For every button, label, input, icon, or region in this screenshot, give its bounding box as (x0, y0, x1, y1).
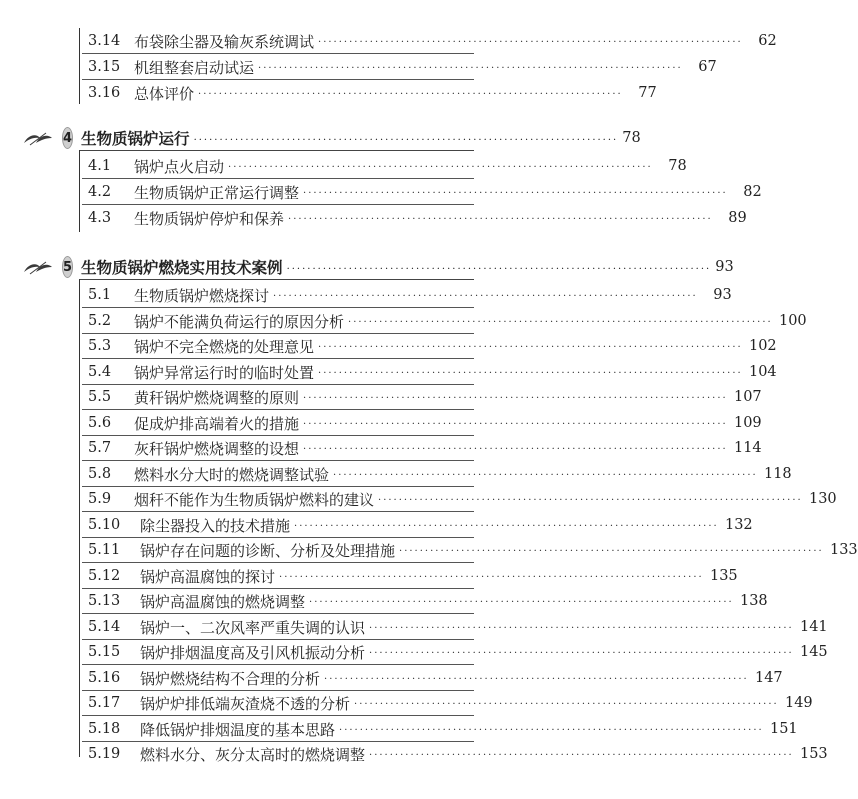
entry-title: 生物质锅炉燃烧探讨 (134, 286, 270, 305)
entry-title: 锅炉不完全燃烧的处理意见 (134, 337, 315, 356)
entry-divider (82, 79, 474, 80)
leader-dots: ·················································································· (286, 263, 712, 275)
entry-divider (82, 613, 474, 614)
entry-number: 5.4 (88, 364, 112, 380)
leader-dots: ·················································································· (303, 393, 728, 404)
leaf-ornament-icon (22, 129, 54, 147)
entry-page: 147 (754, 670, 783, 686)
entry-divider (82, 715, 474, 716)
entry-number: 5.2 (88, 313, 112, 329)
toc-entry-5-10[interactable] (82, 513, 753, 537)
entry-number: 5.6 (88, 415, 112, 431)
leader-dots: ·················································································· (273, 291, 698, 302)
leader-dots: ·················································································· (193, 134, 619, 146)
entry-page: 77 (638, 85, 657, 101)
entry-number: 5.10 (88, 517, 121, 533)
entry-divider (82, 511, 474, 512)
toc-entry-3-14[interactable] (82, 29, 777, 53)
chapter-divider (79, 279, 474, 280)
toc-entry-5-8[interactable] (82, 462, 792, 486)
entry-number: 5.13 (88, 593, 121, 609)
entry-number: 5.7 (88, 440, 112, 456)
leaf-ornament-icon (22, 258, 54, 276)
leader-dots: ·················································································· (303, 444, 728, 455)
entry-title: 黄秆锅炉燃烧调整的原则 (134, 388, 300, 407)
entry-number: 5.1 (88, 287, 112, 303)
entry-title: 锅炉不能满负荷运行的原因分析 (134, 312, 345, 331)
entry-divider (82, 307, 474, 308)
entry-divider (82, 562, 474, 563)
leader-dots: ·················································································· (279, 572, 704, 583)
toc-entry-5-14[interactable] (82, 615, 828, 639)
section-vertical-rule (79, 150, 80, 232)
entry-page: 138 (739, 593, 768, 609)
leader-dots: ·················································································· (378, 495, 803, 506)
entry-page: 149 (784, 695, 813, 711)
entry-title: 锅炉点火启动 (134, 157, 225, 176)
toc-entry-3-15[interactable] (82, 55, 717, 79)
entry-title: 除尘器投入的技术措施 (140, 516, 291, 535)
toc-entry-3-16[interactable] (82, 81, 657, 105)
toc-entry-5-11[interactable] (82, 538, 858, 562)
entry-title: 锅炉存在问题的诊断、分析及处理措施 (140, 541, 396, 560)
entry-page: 102 (748, 338, 777, 354)
leader-dots: ·················································································· (369, 623, 794, 634)
toc-entry-5-1[interactable] (82, 283, 732, 307)
leader-dots: ·················································································· (354, 699, 779, 710)
entry-title: 锅炉炉排低端灰渣烧不透的分析 (140, 694, 351, 713)
entry-title: 生物质锅炉正常运行调整 (134, 183, 300, 202)
entry-number: 4.2 (88, 184, 112, 200)
entry-page: 135 (709, 568, 738, 584)
chapter-page: 93 (715, 259, 734, 275)
entry-title: 机组整套启动试运 (134, 58, 255, 77)
entry-divider (82, 460, 474, 461)
toc-entry-5-12[interactable] (82, 564, 738, 588)
entry-title: 生物质锅炉停炉和保养 (134, 209, 285, 228)
leader-dots: ·················································································· (369, 648, 794, 659)
entry-title: 锅炉高温腐蚀的燃烧调整 (140, 592, 306, 611)
entry-number: 4.1 (88, 158, 112, 174)
entry-page: 118 (763, 466, 792, 482)
leader-dots: ·················································································· (303, 188, 728, 199)
toc-entry-5-7[interactable] (82, 436, 762, 460)
toc-entry-4-3[interactable] (82, 206, 747, 230)
entry-number: 5.3 (88, 338, 112, 354)
entry-number: 5.9 (88, 491, 112, 507)
entry-divider (82, 664, 474, 665)
chapter-5-heading[interactable] (22, 252, 734, 282)
entry-title: 促成炉排高端着火的措施 (134, 414, 300, 433)
toc-entry-5-3[interactable] (82, 334, 777, 358)
leader-dots: ·················································································· (324, 674, 749, 685)
chapter-page: 78 (622, 130, 641, 146)
entry-title: 燃料水分、灰分太高时的燃烧调整 (140, 745, 366, 764)
chapter-number-badge: 5 (62, 256, 73, 278)
entry-number: 5.17 (88, 695, 121, 711)
toc-entry-5-15[interactable] (82, 640, 828, 664)
entry-title: 总体评价 (134, 84, 195, 103)
toc-entry-5-4[interactable] (82, 360, 777, 384)
leader-dots: ·················································································· (339, 725, 764, 736)
entry-number: 5.16 (88, 670, 121, 686)
entry-page: 104 (748, 364, 777, 380)
entry-title: 布袋除尘器及输灰系统调试 (134, 32, 315, 51)
entry-title: 锅炉一、二次风率严重失调的认识 (140, 618, 366, 637)
entry-page: 151 (769, 721, 798, 737)
entry-divider (82, 204, 474, 205)
leader-dots: ·················································································· (228, 162, 653, 173)
entry-number: 5.19 (88, 746, 121, 762)
entry-title: 锅炉高温腐蚀的探讨 (140, 567, 276, 586)
entry-page: 109 (733, 415, 762, 431)
entry-divider (82, 178, 474, 179)
entry-page: 107 (733, 389, 762, 405)
entry-page: 89 (728, 210, 747, 226)
leader-dots: ·················································································· (198, 89, 623, 100)
leader-dots: ·················································································· (318, 342, 743, 353)
leader-dots: ·················································································· (348, 317, 773, 328)
leader-dots: ·················································································· (318, 37, 743, 48)
entry-page: 114 (733, 440, 762, 456)
toc-entry-5-18[interactable] (82, 717, 798, 741)
entry-number: 3.15 (88, 59, 121, 75)
entry-number: 4.3 (88, 210, 112, 226)
entry-number: 5.14 (88, 619, 121, 635)
entry-divider (82, 53, 474, 54)
toc-entry-5-13[interactable] (82, 589, 768, 613)
chapter-title: 生物质锅炉运行 (81, 130, 190, 148)
leader-dots: ·················································································· (333, 470, 758, 481)
toc-entry-5-2[interactable] (82, 309, 807, 333)
toc-entry-5-19[interactable] (82, 742, 828, 766)
entry-page: 100 (778, 313, 807, 329)
entry-divider (82, 358, 474, 359)
entry-number: 3.14 (88, 33, 121, 49)
entry-page: 153 (799, 746, 828, 762)
entry-title: 锅炉排烟温度高及引风机振动分析 (140, 643, 366, 662)
chapter-divider (79, 150, 474, 151)
chapter-number-badge: 4 (62, 127, 73, 149)
entry-page: 145 (799, 644, 828, 660)
entry-page: 132 (724, 517, 753, 533)
entry-title: 锅炉燃烧结构不合理的分析 (140, 669, 321, 688)
leader-dots: ·················································································· (288, 214, 713, 225)
toc-entry-5-17[interactable] (82, 691, 813, 715)
leader-dots: ·················································································· (303, 419, 728, 430)
leader-dots: ·················································································· (258, 63, 683, 74)
entry-title: 灰秆锅炉燃烧调整的设想 (134, 439, 300, 458)
toc-entry-4-2[interactable] (82, 180, 762, 204)
entry-page: 141 (799, 619, 828, 635)
entry-number: 5.18 (88, 721, 121, 737)
entry-number: 5.15 (88, 644, 121, 660)
section-vertical-rule (79, 279, 80, 757)
entry-page: 67 (698, 59, 717, 75)
entry-title: 锅炉异常运行时的临时处置 (134, 363, 315, 382)
section-vertical-rule (79, 28, 80, 104)
chapter-4-heading[interactable] (22, 123, 641, 153)
toc-entry-4-1[interactable] (82, 154, 687, 178)
entry-title: 燃料水分大时的燃烧调整试验 (134, 465, 330, 484)
entry-title: 降低锅炉排烟温度的基本思路 (140, 720, 336, 739)
entry-page: 78 (668, 158, 687, 174)
entry-page: 130 (808, 491, 837, 507)
toc-entry-5-9[interactable] (82, 487, 837, 511)
entry-title: 烟秆不能作为生物质锅炉燃料的建议 (134, 490, 375, 509)
toc-entry-5-16[interactable] (82, 666, 783, 690)
entry-number: 3.16 (88, 85, 121, 101)
entry-page: 62 (758, 33, 777, 49)
toc-entry-5-6[interactable] (82, 411, 762, 435)
leader-dots: ·················································································· (309, 597, 734, 608)
entry-number: 5.12 (88, 568, 121, 584)
entry-page: 93 (713, 287, 732, 303)
leader-dots: ·················································································· (399, 546, 824, 557)
entry-number: 5.5 (88, 389, 112, 405)
leader-dots: ·················································································· (294, 521, 719, 532)
entry-page: 82 (743, 184, 762, 200)
leader-dots: ·················································································· (369, 750, 794, 761)
leader-dots: ·················································································· (318, 368, 743, 379)
entry-divider (82, 409, 474, 410)
entry-number: 5.8 (88, 466, 112, 482)
entry-page: 133 (829, 542, 858, 558)
entry-number: 5.11 (88, 542, 121, 558)
chapter-title: 生物质锅炉燃烧实用技术案例 (81, 259, 283, 277)
toc-entry-5-5[interactable] (82, 385, 762, 409)
